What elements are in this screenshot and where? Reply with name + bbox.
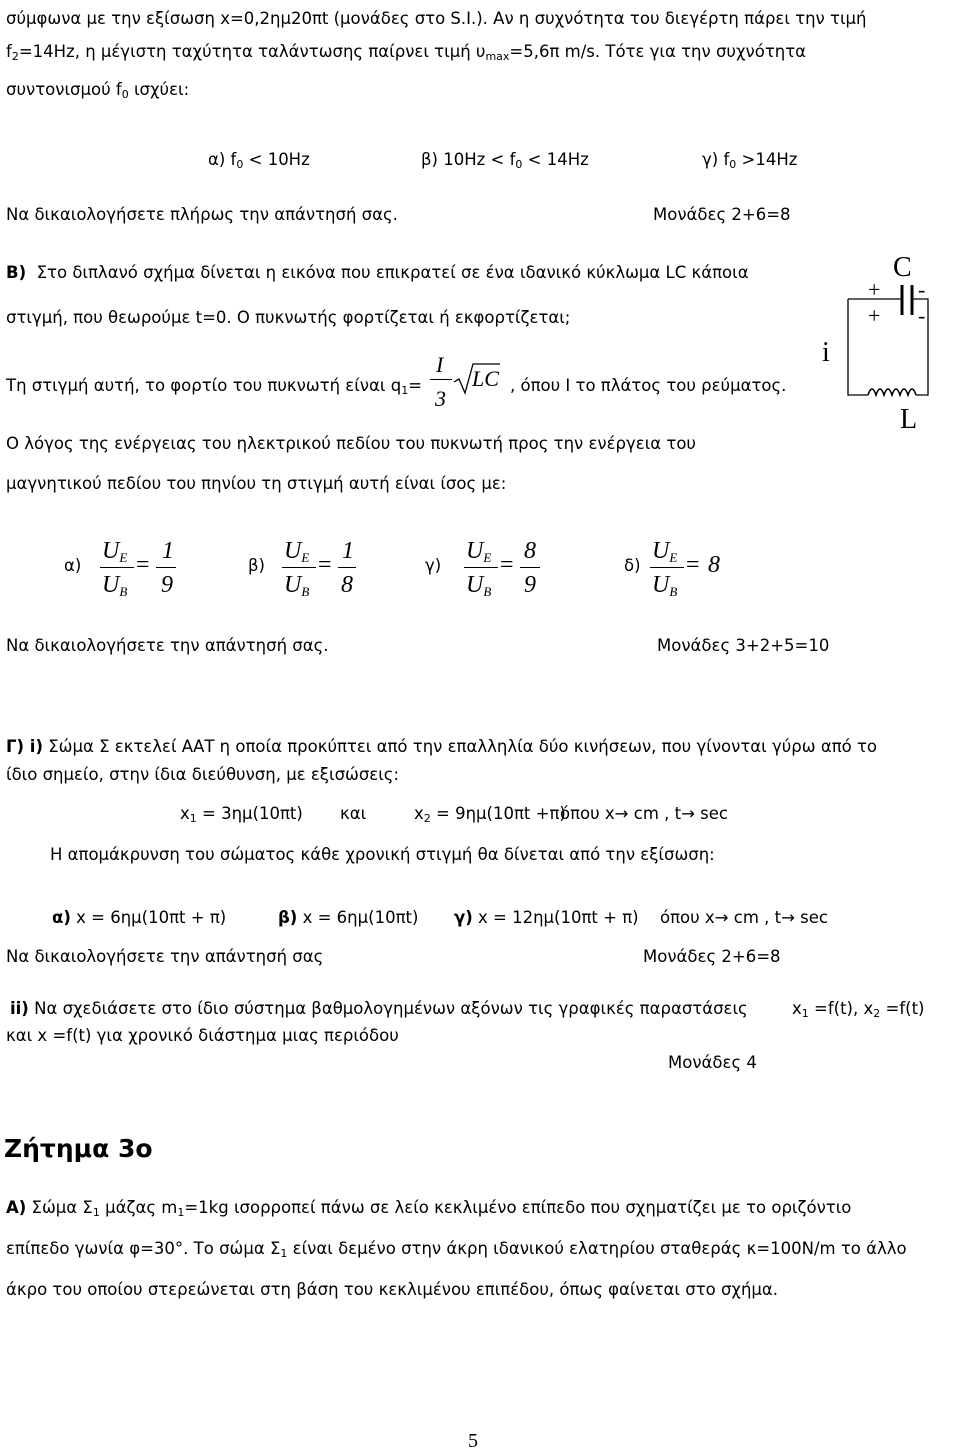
energy-ratio-c: $U_E$ $U_B$ = 8 9 bbox=[464, 538, 584, 602]
plus-sign: + bbox=[868, 303, 881, 328]
equation-x1: $x_1 = 3\eta\mu(10\pi t)$ bbox=[180, 804, 303, 825]
option-label: δ) bbox=[624, 556, 641, 575]
formula-numerator: I bbox=[436, 352, 444, 377]
text-line: ίδιο σημείο, στην ίδια διεύθυνση, με εξισώσεις: bbox=[6, 765, 400, 784]
option-b: β) x = 6ημ(10πt) bbox=[278, 908, 419, 927]
inductor-label: L bbox=[900, 404, 918, 435]
option-b: β) $10Hz < f_0 < 14Hz$ bbox=[421, 150, 589, 171]
equation-units: όπου x→ cm , t→ sec bbox=[560, 804, 728, 823]
points-label: Μονάδες 3+2+5=10 bbox=[657, 636, 830, 655]
equation-and: και bbox=[340, 804, 367, 823]
minus-sign: - bbox=[918, 277, 926, 302]
justify-instruction: Να δικαιολογήσετε την απάντησή σας bbox=[6, 947, 324, 966]
text-line: και x =f(t) για χρονικό διάστημα μιας περιόδου bbox=[6, 1026, 399, 1045]
text-line: συντονισμού $f_0$ ισχύει: bbox=[6, 80, 190, 101]
text-line: επίπεδο γωνία φ=30°. Το σώμα $\Sigma_1$ είναι δεμένο στην άκρη ιδανικού ελατηρίου σταθεράς κ=100Ν/m το άλλο bbox=[6, 1239, 907, 1260]
page-number: 5 bbox=[468, 1430, 478, 1452]
text-line: Α) Σώμα $\Sigma_1$ μάζας $m_1=1kg$ ισορροπεί πάνω σε λείο κεκλιμένο επίπεδο που σχηματίζει με το οριζόντιο bbox=[6, 1198, 852, 1219]
text-line: Β) Στο διπλανό σχήμα δίνεται η εικόνα που επικρατεί σε ένα ιδανικό κύκλωμα LC κάποια bbox=[6, 263, 749, 282]
formula-denominator: 3 bbox=[435, 386, 446, 411]
justify-instruction: Να δικαιολογήσετε την απάντησή σας. bbox=[6, 636, 329, 655]
charge-formula bbox=[414, 352, 524, 422]
text-line: $f_2=14Hz$, η μέγιστη ταχύτητα ταλάντωσης παίρνει τιμή $\upsilon_{max}=5,6\pi$ m/s. Τότε για την συχνότητα bbox=[6, 42, 807, 63]
text-line: , όπου Ι το πλάτος του ρεύματος. bbox=[510, 376, 787, 395]
option-c: γ) x = 12ημ(10πt + π) bbox=[454, 908, 639, 927]
text-line: Ο λόγος της ενέργειας του ηλεκτρικού πεδίου του πυκνωτή προς την ενέργεια του bbox=[6, 434, 696, 453]
points-label: Μονάδες 4 bbox=[668, 1053, 757, 1072]
formula-fraction-bar bbox=[430, 379, 452, 380]
option-a: α) $f_0 < 10Hz$ bbox=[208, 150, 310, 171]
text-line: Η απομάκρυνση του σώματος κάθε χρονική στιγμή θα δίνεται από την εξίσωση: bbox=[50, 845, 715, 864]
justify-instruction: Να δικαιολογήσετε πλήρως την απάντησή σας. bbox=[6, 205, 398, 224]
points-label: Μονάδες 2+6=8 bbox=[643, 947, 781, 966]
graph-functions: $x_1 =f(t)$, $x_2 =f(t)$ bbox=[792, 999, 925, 1020]
text-line: μαγνητικού πεδίου του πηνίου τη στιγμή αυτή είναι ίσος με: bbox=[6, 474, 507, 493]
capacitor-label: C bbox=[893, 252, 912, 283]
option-units: όπου x→ cm , t→ sec bbox=[660, 908, 828, 927]
text-line: ii) Να σχεδιάσετε στο ίδιο σύστημα βαθμολογημένων αξόνων τις γραφικές παραστάσεις bbox=[10, 999, 748, 1018]
text-line: άκρο του οποίου στερεώνεται στη βάση του κεκλιμένου επιπέδου, όπως φαίνεται στο σχήμα. bbox=[6, 1280, 779, 1299]
option-c: γ) $f_0 >14Hz$ bbox=[702, 150, 798, 171]
text-line: σύμφωνα με την εξίσωση x=0,2ημ20πt (μονάδες στο S.I.). Αν η συχνότητα του διεγέρτη πάρει την τιμή bbox=[6, 9, 867, 28]
energy-ratio-d: $U_E$ $U_B$ = 8 bbox=[652, 538, 720, 599]
text-line: Τη στιγμή αυτή, το φορτίο του πυκνωτή είναι $q_1=$ bbox=[6, 376, 423, 397]
option-label: β) bbox=[248, 556, 265, 575]
text-line: Γ) i) Σώμα Σ εκτελεί ΑΑΤ η οποία προκύπτει από την επαλληλία δύο κινήσεων, που γίνονται γύρω από το bbox=[6, 737, 878, 756]
current-label: i bbox=[822, 337, 830, 368]
energy-ratio-a: $U_E$ $U_B$ = 1 9 bbox=[102, 538, 174, 599]
option-label: α) bbox=[64, 556, 82, 575]
option-label: γ) bbox=[425, 556, 442, 575]
sqrt-argument: LC bbox=[472, 366, 499, 391]
plus-sign: + bbox=[868, 277, 881, 302]
option-a: α) x = 6ημ(10πt + π) bbox=[52, 908, 227, 927]
text-line: στιγμή, που θεωρούμε t=0. Ο πυκνωτής φορτίζεται ή εκφορτίζεται; bbox=[6, 308, 571, 327]
points-label: Μονάδες 2+6=8 bbox=[653, 205, 791, 224]
section-heading: Ζήτημα 3ο bbox=[4, 1134, 153, 1163]
equation-x2: $x_2 = 9\eta\mu(10\pi t +\pi)$ bbox=[414, 804, 566, 825]
minus-sign: - bbox=[918, 303, 926, 328]
energy-ratio-b: $U_E$ $U_B$ = 1 8 bbox=[284, 538, 354, 599]
